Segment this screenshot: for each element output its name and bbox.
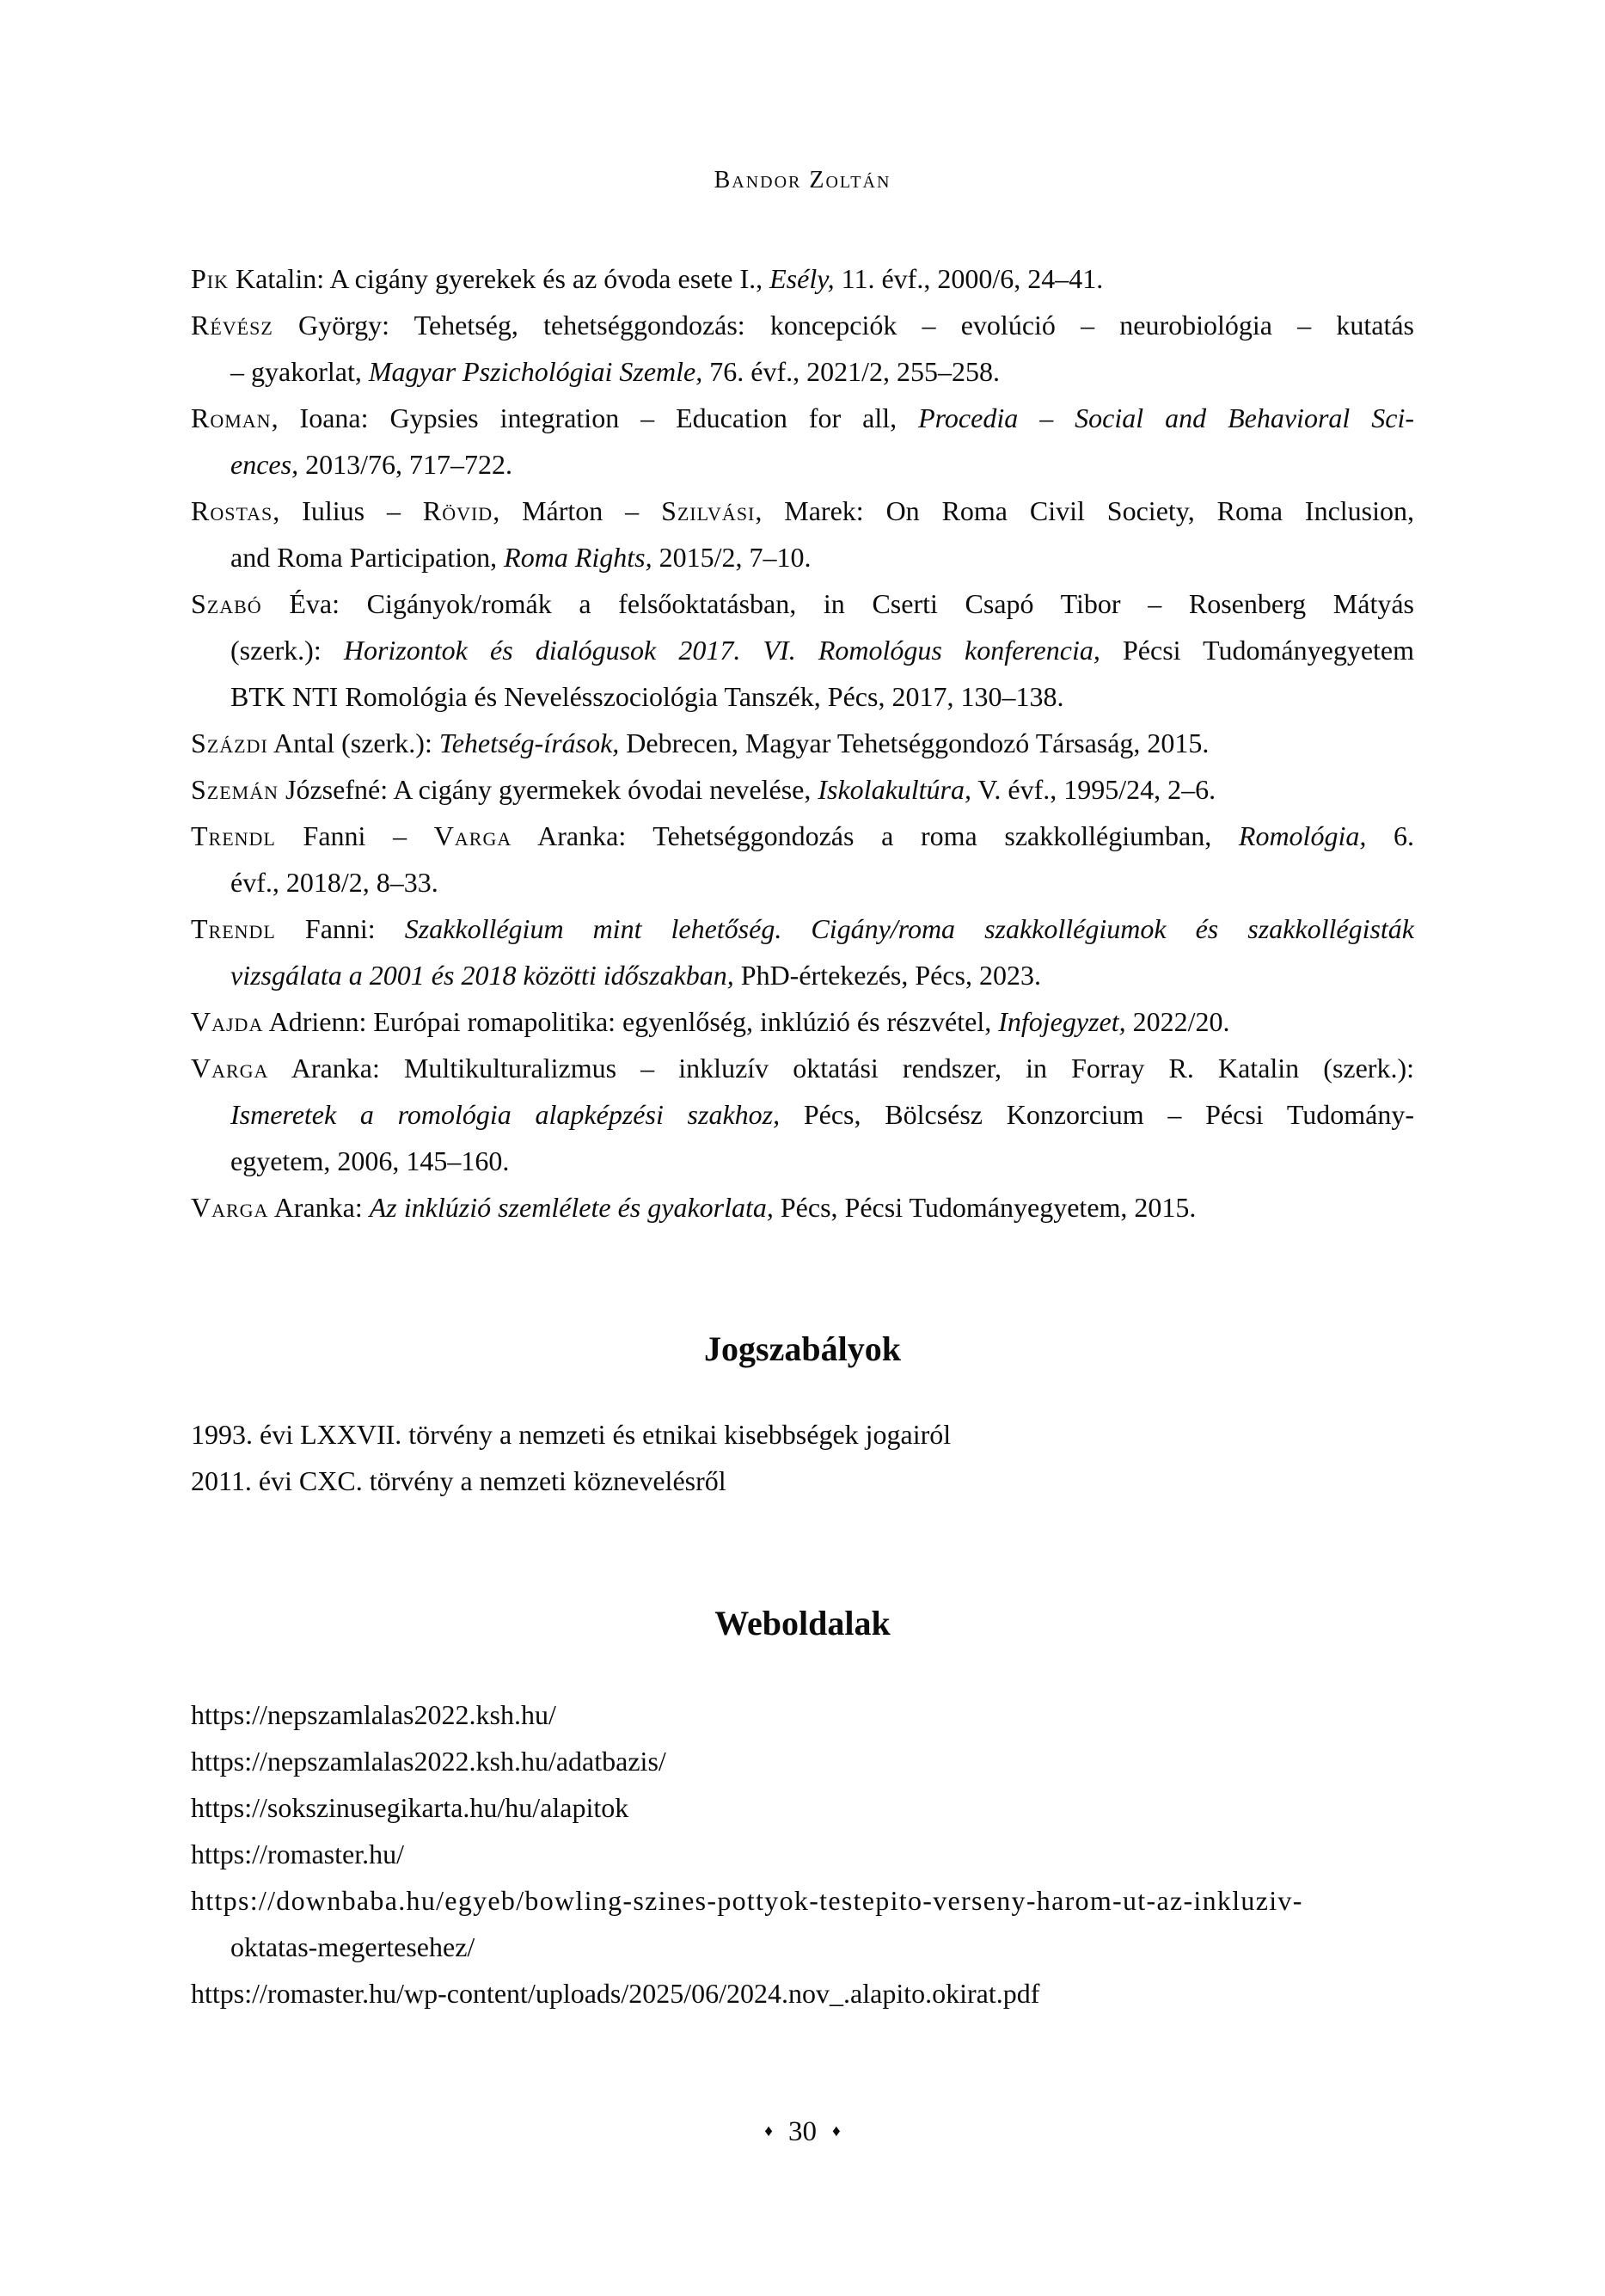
- body-text: 6.: [1366, 820, 1414, 851]
- body-text: , Marek: On Roma Civil Society, Roma Inclusion,: [755, 495, 1415, 526]
- body-text: György: Tehetség, tehetséggondozás: koncepciók – evolúció – neurobiológia – kutatás: [273, 310, 1414, 341]
- reference-entry: [191, 302, 1414, 395]
- reference-line: [191, 627, 1414, 673]
- body-text: évf., 2018/2, 8–33.: [230, 867, 438, 898]
- section-heading-weboldalak: Weboldalak: [714, 1604, 891, 1642]
- body-text: Aranka:: [268, 1192, 370, 1223]
- italic-text: Infojegyzet,: [998, 1006, 1126, 1037]
- url-line: https://romaster.hu/: [191, 1839, 404, 1869]
- reference-line: [191, 255, 1414, 302]
- reference-line: [191, 488, 1414, 534]
- body-text: – gyakorlat,: [230, 356, 369, 387]
- author-smallcaps: Szemán: [191, 774, 279, 805]
- author-smallcaps: Szabó: [191, 588, 262, 619]
- body-text: Éva: Cigányok/romák a felsőoktatásban, in Cserti Csapó Tibor – Rosenberg Mátyás: [261, 588, 1414, 619]
- reference-line: [191, 673, 1414, 720]
- italic-text: Roma Rights,: [504, 542, 652, 573]
- reference-entry: [191, 720, 1414, 766]
- author-smallcaps: Roman: [191, 402, 272, 433]
- author-smallcaps: Rostas: [191, 495, 273, 526]
- reference-line: [191, 395, 1414, 441]
- reference-entry: [191, 998, 1414, 1045]
- body-text: Debrecen, Magyar Tehetséggondozó Társaság, 2015.: [619, 727, 1210, 758]
- author-smallcaps: Trendl: [191, 820, 276, 851]
- page-number: 30: [788, 2116, 817, 2147]
- body-text: egyetem, 2006, 145–160.: [230, 1145, 510, 1176]
- author-smallcaps: Révész: [191, 310, 273, 341]
- section-heading-jogszabalyok: Jogszabályok: [704, 1329, 901, 1368]
- url-line: https://romaster.hu/wp-content/uploads/2025/06/2024.nov_.alapito.okirat.pdf: [191, 1978, 1040, 2009]
- reference-line: [191, 998, 1414, 1045]
- reference-line: [191, 580, 1414, 627]
- reference-line: [191, 813, 1414, 859]
- body-text: Antal (szerk.):: [267, 727, 439, 758]
- reference-entry: [191, 580, 1414, 720]
- italic-text: Esély,: [769, 263, 835, 294]
- reference-line: [191, 1091, 1414, 1138]
- law-item: 1993. évi LXXVII. törvény a nemzeti és etnikai kisebbségek jogairól: [191, 1419, 952, 1450]
- body-text: Fanni:: [275, 913, 405, 944]
- body-text: V. évf., 1995/24, 2–6.: [971, 774, 1216, 805]
- reference-line: [191, 1138, 1414, 1184]
- body-text: Aranka: Tehetséggondozás a roma szakkollégiumban,: [512, 820, 1239, 851]
- reference-line: [191, 906, 1414, 952]
- reference-line: [191, 1184, 1414, 1231]
- reference-entry: [191, 813, 1414, 906]
- body-text: Fanni –: [275, 820, 434, 851]
- reference-list: [191, 255, 1414, 1231]
- author-smallcaps: Trendl: [191, 913, 276, 944]
- body-text: 2013/76, 717–722.: [298, 449, 512, 480]
- body-text: Pécs, Pécsi Tudományegyetem, 2015.: [773, 1192, 1197, 1223]
- body-text: , Iulius –: [273, 495, 423, 526]
- reference-entry: [191, 1045, 1414, 1184]
- author-smallcaps: Vajda: [191, 1006, 264, 1037]
- reference-line: [191, 534, 1414, 580]
- url-list: [191, 1691, 1414, 2017]
- body-text: 2015/2, 7–10.: [652, 542, 812, 573]
- italic-text: ences,: [230, 449, 299, 480]
- reference-line: [191, 952, 1414, 998]
- author-smallcaps: Varga: [433, 820, 512, 851]
- body-text: BTK NTI Romológia és Nevelésszociológia Tanszék, Pécs, 2017, 130–138.: [230, 681, 1064, 712]
- body-text: (szerk.):: [230, 635, 344, 666]
- body-text: 76. évf., 2021/2, 255–258.: [702, 356, 1000, 387]
- italic-text: Tehetség-írások,: [438, 727, 620, 758]
- italic-text: Az inklúzió szemlélete és gyakorlata,: [369, 1192, 774, 1223]
- reference-line: [191, 859, 1414, 906]
- author-smallcaps: Varga: [191, 1192, 269, 1223]
- italic-text: Szakkollégium mint lehetőség. Cigány/roma szakkollégiumok és szakkollégisták: [404, 913, 1415, 944]
- body-text: Aranka: Multikulturalizmus – inkluzív oktatási rendszer, in Forray R. Katalin (szerk.):: [268, 1053, 1414, 1084]
- diamond-icon: ♦: [764, 2122, 773, 2140]
- url-line: https://downbaba.hu/egyeb/bowling-szines-pottyok-testepito-verseny-harom-ut-az-inkluziv-: [191, 1885, 1303, 1916]
- italic-text: vizsgálata a 2001 és 2018 közötti időszakban,: [230, 960, 734, 991]
- url-line: https://nepszamlalas2022.ksh.hu/adatbazis/: [191, 1746, 666, 1777]
- body-text: , Márton –: [493, 495, 662, 526]
- italic-text: Horizontok és dialógusok 2017. VI. Romológus konferencia,: [343, 635, 1100, 666]
- reference-line: [191, 348, 1414, 395]
- law-list: [191, 1411, 1414, 1504]
- italic-text: Procedia – Social and Behavioral Sci-: [918, 402, 1415, 433]
- body-text: and Roma Participation,: [230, 542, 505, 573]
- body-text: Adrienn: Európai romapolitika: egyenlőség, inklúzió és részvétel,: [263, 1006, 999, 1037]
- reference-line: [191, 302, 1414, 348]
- italic-text: Iskolakultúra,: [818, 774, 971, 805]
- author-smallcaps: Pik: [191, 263, 230, 294]
- page-footer: [0, 2116, 1605, 2148]
- body-text: Józsefné: A cigány gyermekek óvodai nevelése,: [279, 774, 818, 805]
- reference-entry: [191, 766, 1414, 813]
- reference-line: [191, 766, 1414, 813]
- author-smallcaps: Százdi: [191, 727, 268, 758]
- url-line: oktatas-megertesehez/: [230, 1931, 475, 1962]
- reference-entry: [191, 395, 1414, 488]
- reference-line: [191, 1045, 1414, 1091]
- url-line: https://sokszinusegikarta.hu/hu/alapitok: [191, 1792, 629, 1823]
- body-text: Pécsi Tudományegyetem: [1100, 635, 1415, 666]
- body-text: PhD-értekezés, Pécs, 2023.: [733, 960, 1041, 991]
- reference-entry: [191, 1184, 1414, 1231]
- author-smallcaps: Szilvási: [661, 495, 756, 526]
- author-smallcaps: Rövid: [422, 495, 493, 526]
- reference-entry: [191, 906, 1414, 998]
- reference-line: [191, 720, 1414, 766]
- body-text: Pécs, Bölcsész Konzorcium – Pécsi Tudomány-: [780, 1099, 1415, 1130]
- body-text: 2022/20.: [1125, 1006, 1230, 1037]
- diamond-icon: ♦: [832, 2122, 841, 2140]
- author-smallcaps: Varga: [191, 1053, 269, 1084]
- italic-text: Ismeretek a romológia alapképzési szakhoz,: [230, 1099, 781, 1130]
- law-item: 2011. évi CXC. törvény a nemzeti köznevelésről: [191, 1465, 726, 1496]
- body-text: 11. évf., 2000/6, 24–41.: [834, 263, 1104, 294]
- italic-text: Magyar Pszichológiai Szemle,: [368, 356, 703, 387]
- reference-entry: [191, 488, 1414, 580]
- url-line: https://nepszamlalas2022.ksh.hu/: [191, 1699, 556, 1730]
- running-head: Bandor Zoltán: [714, 167, 891, 193]
- reference-entry: [191, 255, 1414, 302]
- italic-text: Romológia,: [1238, 820, 1367, 851]
- reference-line: [191, 441, 1414, 488]
- body-text: Katalin: A cigány gyerekek és az óvoda esete I.,: [229, 263, 770, 294]
- body-text: , Ioana: Gypsies integration – Education for all,: [271, 402, 919, 433]
